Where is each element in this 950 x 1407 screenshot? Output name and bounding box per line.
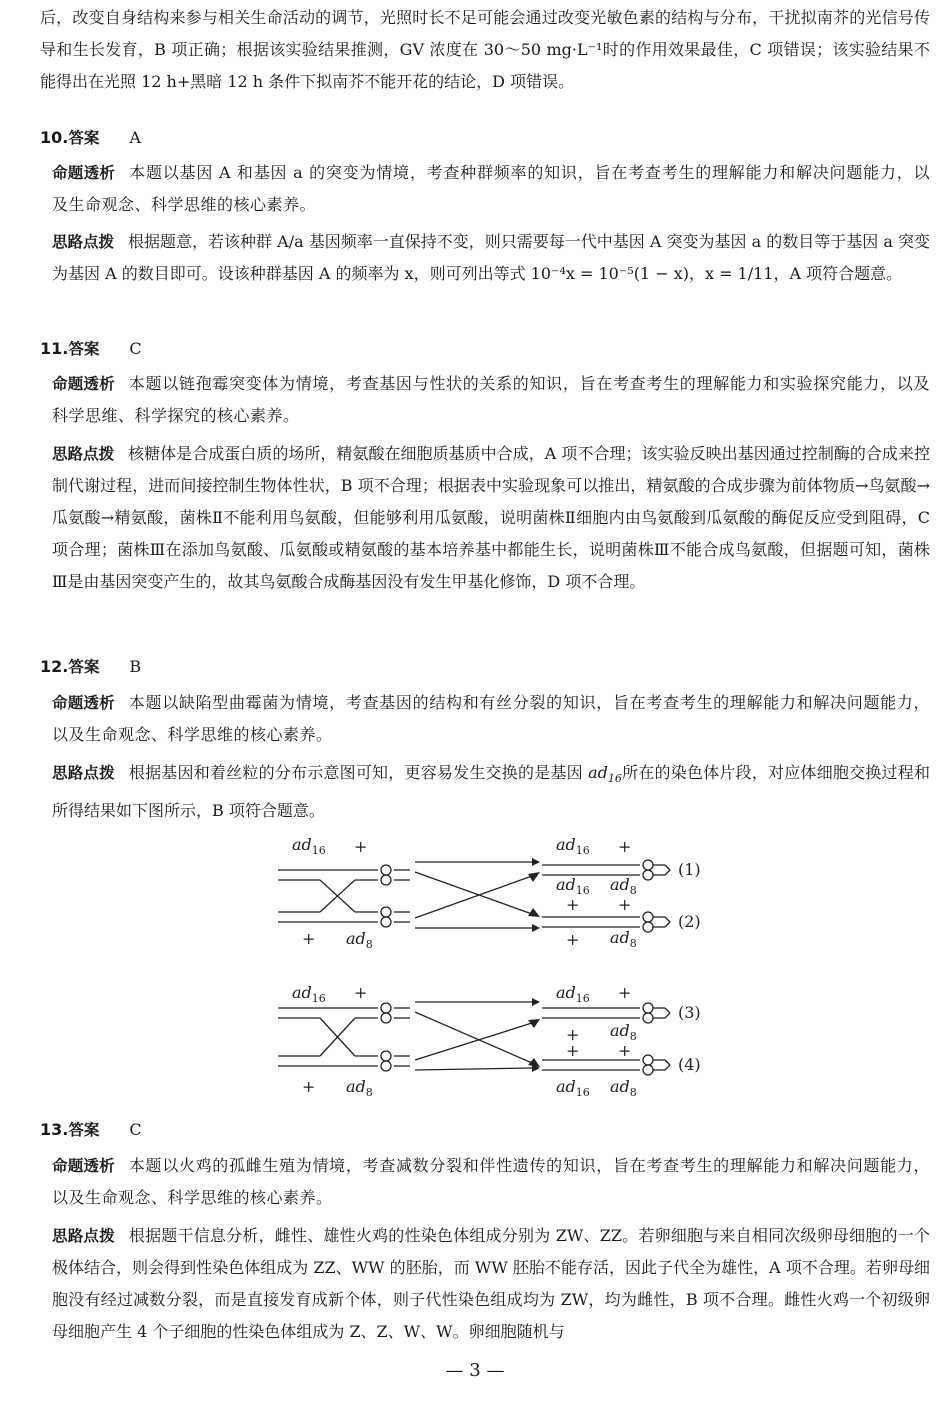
answer-line: [40, 1114, 930, 1146]
analysis-text: 本题以火鸡的孤雌生殖为情境，考查减数分裂和伴性遗传的知识，旨在考查考生的理解能力和解决问题能力，以及生命观念、科学思维的核心素养。: [52, 1156, 930, 1207]
analysis-paragraph: [52, 368, 930, 432]
answer-value: C: [129, 339, 142, 358]
plus-label: +: [302, 1077, 316, 1096]
answer-line: [40, 122, 930, 154]
plus-label: +: [618, 983, 632, 1002]
answer-label: 答案: [68, 340, 100, 358]
centromere: [381, 1051, 391, 1061]
analysis-text: 本题以缺陷型曲霉菌为情境，考查基因的结构和有丝分裂的知识，旨在考查考生的理解能力和解决问题能力，以及生命观念、科学思维的核心素养。: [52, 693, 930, 744]
arrow-head: [532, 924, 540, 932]
question-number: 13.: [40, 1120, 69, 1139]
arrow-head: [532, 998, 540, 1006]
plus-label: +: [354, 837, 368, 856]
plus-label: +: [302, 929, 316, 948]
analysis-label: 命题透析: [52, 1157, 115, 1175]
hint-text: 根据题干信息分析，雌性、雄性火鸡的性染色体组成分别为 ZW、ZZ。若卵细胞与来自相同次级卵母细胞的一个极体结合，则会得到性染色体组成为 ZZ、WW 的胚胎，而 WW 胚胎不能存活，因此子代全为雄性，A 项不合理。若卵母细胞没有经过减数分裂，而是直接发育成新个体，则子代性染色组成均为 ZW，均为雌性，B 项不合理。雌性火鸡一个初级卵母细胞产生 4 个子细胞的性染色体组成为 Z、Z、W、W。卵细胞随机与: [52, 1226, 930, 1341]
centromere: [643, 1013, 653, 1023]
gene-label-ad8: $ad_8$: [610, 928, 637, 950]
plus-label: +: [566, 930, 580, 949]
question-number: 12.: [40, 657, 69, 676]
plus-label: +: [566, 895, 580, 914]
answer-value: C: [129, 1120, 142, 1139]
centromere: [643, 912, 653, 922]
hint-text: 根据题意，若该种群 A/a 基因频率一直保持不变，则只需要每一代中基因 A 突变为基因 a 的数目等于基因 a 突变为基因 A 的数目即可。设该种群基因 A 的频率为 x，则可列出等式 10⁻⁴x = 10⁻⁵(1 − x)，x = 1/11，A 项符合题意。: [52, 232, 930, 283]
arrow-head: [528, 908, 540, 917]
plus-label: +: [618, 895, 632, 914]
centromere: [381, 917, 391, 927]
hint-text-before: 根据基因和着丝粒的分布示意图可知，更容易发生交换的是基因: [128, 763, 589, 782]
plus-label: +: [618, 1041, 632, 1060]
result-label: (2): [678, 912, 701, 931]
intro-paragraph: 后，改变自身结构来参与相关生命活动的调节，光照时长不足可能会通过改变光敏色素的结构与分布，干扰拟南芥的光信号传导和生长发育，B 项正确；根据该实验结果推测，GV 浓度在 30～50 mg·L⁻¹时的作用效果最佳，C 项错误；该实验结果不能得出在光照 12 h+黑暗 12 h 条件下拟南芥不能开花的结论，D 项错误。: [40, 8, 930, 91]
hint-paragraph: [52, 438, 930, 598]
gene-label-ad8: $ad_8$: [346, 1077, 373, 1099]
centromere: [643, 922, 653, 932]
gene-label-ad16: $ad_{16}$: [556, 1077, 590, 1099]
centromere: [381, 865, 391, 875]
answer-value: B: [129, 657, 142, 676]
hint-paragraph: [52, 1220, 930, 1348]
hint-label: 思路点拨: [52, 1227, 115, 1245]
result-label: (4): [678, 1055, 701, 1074]
hint-label: 思路点拨: [52, 445, 115, 463]
panel-top: [278, 858, 670, 932]
question-number: 11.: [40, 339, 69, 358]
gene-label-ad8: $ad_8$: [610, 1021, 637, 1043]
centromere: [381, 1003, 391, 1013]
gene-label-ad8: $ad_8$: [346, 929, 373, 951]
centromere: [643, 870, 653, 880]
plus-label: +: [566, 1041, 580, 1060]
centromere: [381, 1013, 391, 1023]
analysis-label: 命题透析: [52, 694, 115, 712]
question-number: 10.: [40, 128, 69, 147]
analysis-text: 本题以基因 A 和基因 a 的突变为情境，考查种群频率的知识，旨在考查考生的理解能力和解决问题能力，以及生命观念、科学思维的核心素养。: [52, 163, 930, 214]
answer-line: [40, 333, 930, 365]
gene-ad16: $ad_{16}$: [588, 763, 622, 786]
gene-label-ad16: $ad_{16}$: [556, 983, 590, 1005]
centromere: [643, 1055, 653, 1065]
hint-paragraph: [52, 757, 930, 827]
result-label: (3): [678, 1003, 701, 1022]
analysis-label: 命题透析: [52, 375, 115, 393]
gene-label-ad8: $ad_8$: [610, 875, 637, 897]
gene-label-ad8: $ad_8$: [610, 1077, 637, 1099]
answer-label: 答案: [68, 658, 100, 676]
centromere: [381, 875, 391, 885]
centromere: [643, 860, 653, 870]
hint-label: 思路点拨: [52, 764, 115, 782]
crossover-diagram: [270, 830, 710, 1105]
hint-paragraph: [52, 226, 930, 290]
result-label: (1): [678, 860, 701, 879]
plus-label: +: [618, 837, 632, 856]
gene-label-ad16: $ad_{16}$: [292, 835, 326, 857]
answer-line: [40, 651, 930, 683]
plus-label: +: [566, 1025, 580, 1044]
analysis-paragraph: [52, 1150, 930, 1214]
analysis-paragraph: [52, 687, 930, 751]
centromere: [381, 1061, 391, 1071]
plus-label: +: [354, 983, 368, 1002]
hint-label: 思路点拨: [52, 233, 115, 251]
analysis-paragraph: [52, 157, 930, 221]
hint-text-after: 所在的染色体片段，对应体细胞交换过程和所得结果如下图所示，B 项符合题意。: [52, 763, 930, 821]
page-number: — 3 —: [445, 1360, 505, 1381]
centromere: [381, 907, 391, 917]
answer-label: 答案: [68, 129, 100, 147]
hint-text: 核糖体是合成蛋白质的场所，精氨酸在细胞质基质中合成，A 项不合理；该实验反映出基因通过控制酶的合成来控制代谢过程，进而间接控制生物体性状，B 项不合理；根据表中实验现象可以推出，精氨酸的合成步骤为前体物质→鸟氨酸→瓜氨酸→精氨酸，菌株Ⅱ不能利用鸟氨酸，但能够利用瓜氨酸，说明菌株Ⅱ细胞内由鸟氨酸到瓜氨酸的酶促反应受到阻碍，C 项合理；菌株Ⅲ在添加鸟氨酸、瓜氨酸或精氨酸的基本培养基中都能生长，说明菌株Ⅲ不能合成鸟氨酸，但据题可知，菌株Ⅲ是由基因突变产生的，故其鸟氨酸合成酶基因没有发生甲基化修饰，D 项不合理。: [52, 444, 930, 591]
answer-value: A: [129, 128, 141, 147]
arrow-head: [532, 858, 540, 866]
centromere: [643, 1003, 653, 1013]
answer-label: 答案: [68, 1121, 100, 1139]
gene-label-ad16: $ad_{16}$: [556, 835, 590, 857]
centromere: [643, 1065, 653, 1075]
gene-label-ad16: $ad_{16}$: [556, 875, 590, 897]
analysis-text: 本题以链孢霉突变体为情境，考查基因与性状的关系的知识，旨在考查考生的理解能力和实验探究能力，以及科学思维、科学探究的核心素养。: [52, 374, 930, 425]
analysis-label: 命题透析: [52, 164, 116, 182]
gene-label-ad16: $ad_{16}$: [292, 983, 326, 1005]
